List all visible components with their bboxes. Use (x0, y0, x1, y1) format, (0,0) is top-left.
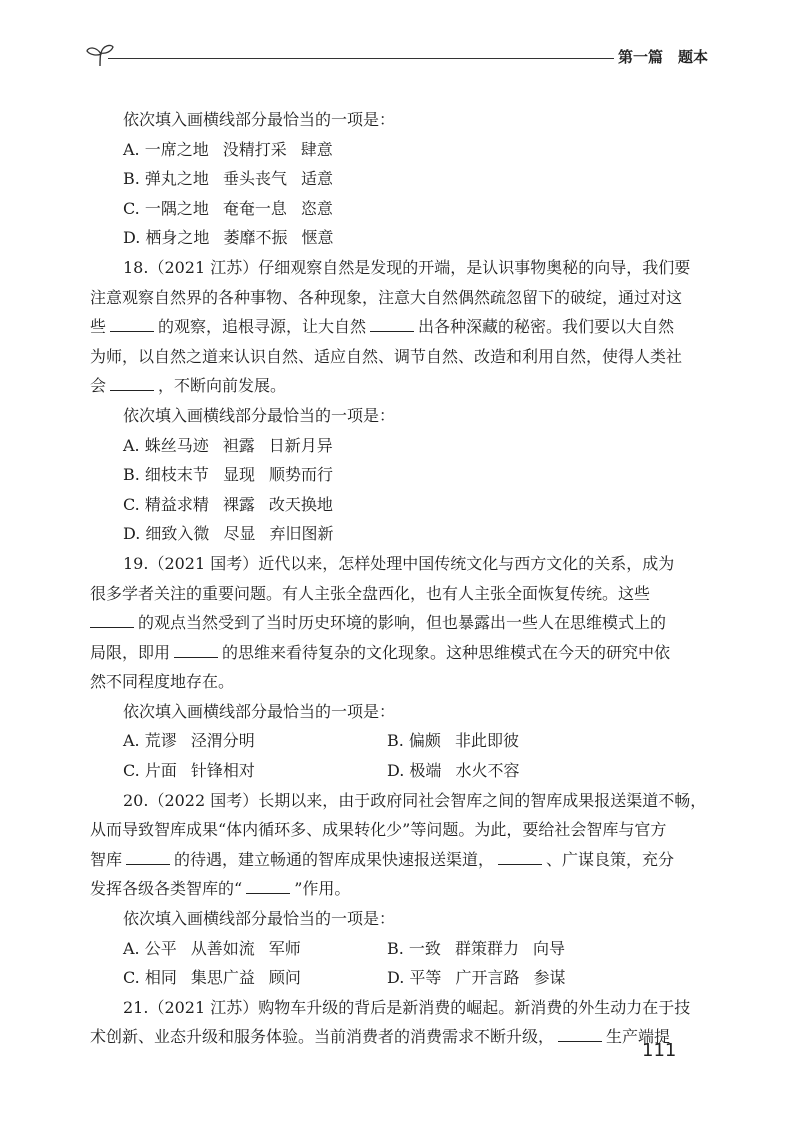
q18-text-line: 为师，以自然之道来认识自然、适应自然、调节自然、改造和利用自然，使得人类社 (90, 346, 683, 366)
fill-blank (498, 848, 542, 865)
q20-text-line: 发挥各级各类智库的“ ”作用。 (90, 879, 351, 899)
q20-option-c: C. 相同 集思广益 顾问 (123, 968, 301, 988)
fill-blank (558, 1025, 602, 1042)
q20-text-line: 从而导致智库成果“体内循环多、成果转化少”等问题。为此，要给社会智库与官方 (90, 820, 667, 840)
fill-blank (90, 611, 134, 628)
q20-options-row (90, 934, 690, 964)
q19-text-line: 的观点当然受到了当时历史环境的影响，但也暴露出一些人在思维模式上的 (90, 608, 690, 638)
q20-text-line: 20.（2022 国考）长期以来，由于政府同社会智库之间的智库成果报送渠道不畅， (123, 790, 707, 810)
fill-blank (126, 848, 170, 865)
fill-blank (174, 641, 218, 658)
q17-option-a: A. 一席之地 没精打采 肆意 (123, 139, 333, 159)
q19-option-c: C. 片面 针锋相对 (123, 761, 255, 781)
page-header (82, 40, 710, 74)
q20-option-a: A. 公平 从善如流 军师 (123, 938, 301, 958)
q21-text-line: 21.（2021 江苏）购物车升级的背后是新消费的崛起。新消费的外生动力在于技 (123, 997, 691, 1017)
q17-option-d: D. 栖身之地 萎靡不振 惬意 (123, 228, 334, 248)
q17-option-b: B. 弹丸之地 垂头丧气 适意 (123, 169, 333, 189)
q18-option-a: A. 蛛丝马迹 袒露 日新月异 (123, 435, 333, 455)
q18-text-line: 18.（2021 江苏）仔细观察自然是发现的开端，是认识事物奥秘的向导，我们要 (123, 257, 691, 277)
q20-option-d: D. 平等 广开言路 参谋 (387, 968, 566, 988)
q19-prompt: 依次填入画横线部分最恰当的一项是： (123, 701, 396, 721)
q19-options-row (90, 726, 690, 756)
q18-option-d: D. 细致入微 尽显 弃旧图新 (123, 524, 334, 544)
fill-blank (370, 315, 414, 332)
fill-blank (246, 877, 290, 894)
q17-option-c: C. 一隅之地 奄奄一息 恣意 (123, 198, 333, 218)
q20-text-line: 智库 的待遇，建立畅通的智库成果快速报送渠道， 、广谋良策，充分 (90, 849, 675, 869)
page-number: 111 (642, 1040, 677, 1061)
q19-text-line: 19.（2021 国考）近代以来，怎样处理中国传统文化与西方文化的关系，成为 (123, 553, 675, 573)
q19-option-a: A. 荒谬 泾渭分明 (123, 731, 255, 751)
section-title: 第一篇 题本 (617, 48, 708, 66)
q19-options-row (90, 756, 690, 786)
q19-text-line: 很多学者关注的重要问题。有人主张全盘西化，也有人主张全面恢复传统。这些 (90, 583, 651, 603)
q19-option-d: D. 极端 水火不容 (387, 761, 520, 781)
q18-option-c: C. 精益求精 裸露 改天换地 (123, 494, 333, 514)
fill-blank (110, 315, 154, 332)
q18-text-line: 些 的观察，追根寻源，让大自然 出各种深藏的秘密。我们要以大自然 (90, 317, 675, 337)
q19-text-line: 然不同程度地存在。 (90, 672, 235, 692)
q18-text-line: 会 ，不断向前发展。 (90, 376, 287, 396)
q21-text-line: 术创新、业态升级和服务体验。当前消费者的消费需求不断升级， 生产端提 (90, 1027, 671, 1047)
sprout-icon (84, 42, 116, 68)
header-rule (108, 58, 614, 59)
fill-blank (110, 374, 154, 391)
q20-prompt: 依次填入画横线部分最恰当的一项是： (123, 909, 396, 929)
q19-text-line: 局限，即用 的思维来看待复杂的文化现象。这种思维模式在今天的研究中依 (90, 642, 671, 662)
q19-option-b: B. 偏颇 非此即彼 (387, 731, 519, 751)
q20-option-b: B. 一致 群策群力 向导 (387, 938, 565, 958)
page-body (90, 105, 707, 1052)
q20-options-row (90, 963, 690, 993)
q18-prompt: 依次填入画横线部分最恰当的一项是： (123, 405, 396, 425)
q17-prompt: 依次填入画横线部分最恰当的一项是： (123, 110, 396, 129)
q18-option-b: B. 细枝末节 显现 顺势而行 (123, 465, 333, 485)
q18-text-line: 注意观察自然界的各种事物、各种现象，注意大自然偶然疏忽留下的破绽，通过对这 (90, 287, 683, 307)
